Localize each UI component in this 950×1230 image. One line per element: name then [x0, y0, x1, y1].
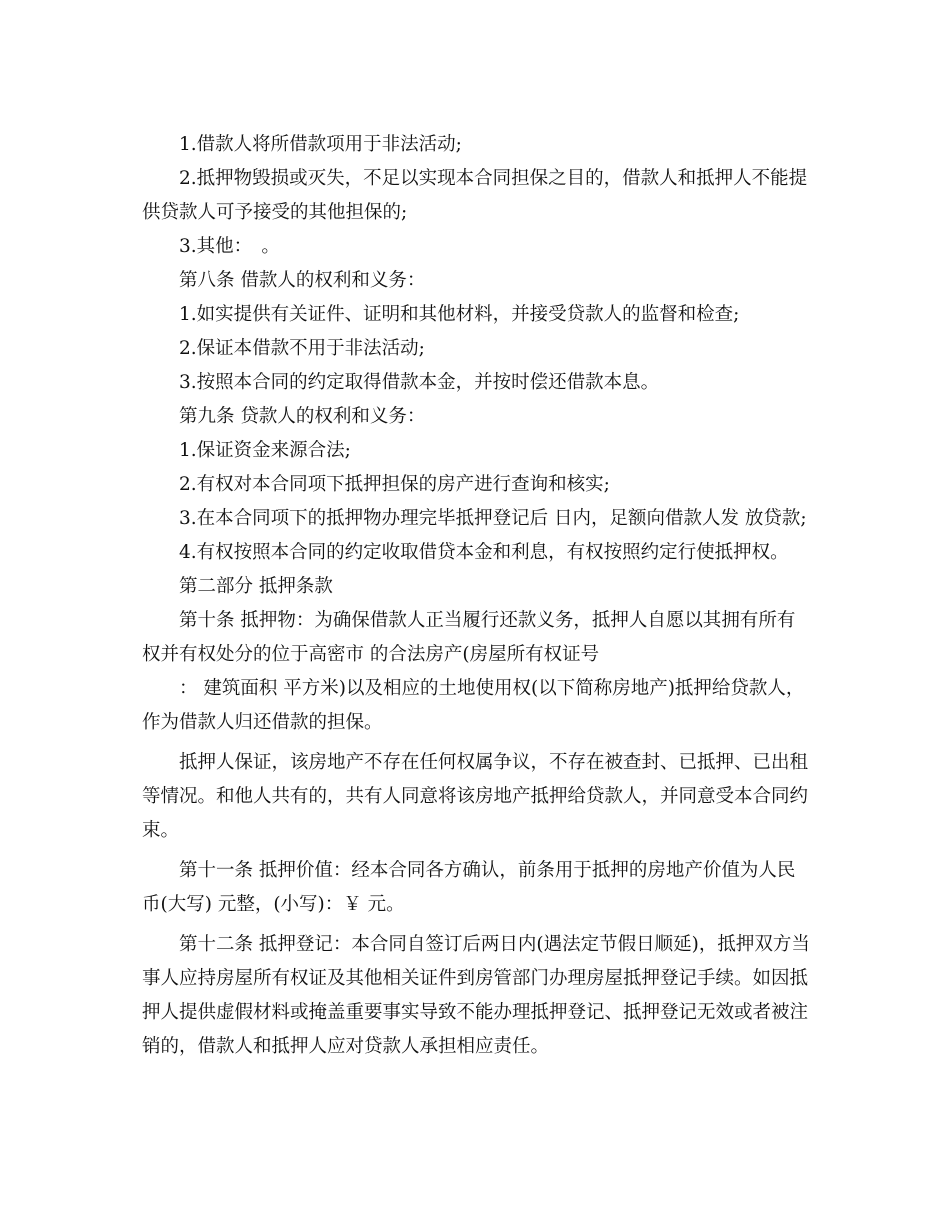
document-body	[142, 128, 810, 1064]
part-2-heading: 第二部分 抵押条款	[179, 576, 333, 597]
paragraph-default-clause-3: 3.其他： 。	[179, 236, 280, 257]
article-10-continuation: ： 建筑面积 平方米)以及相应的土地使用权(以下简称房地产)抵押给贷款人，作为借款人归还借款的担保。	[142, 678, 805, 733]
article-10-paragraph: 第十条 抵押物：为确保借款人正当履行还款义务，抵押人自愿以其拥有所有权并有权处分的位于高密市 的合法房产(房屋所有权证号	[142, 610, 796, 665]
article-8-item-3: 3.按照本合同的约定取得借款本金，并按时偿还借款本息。	[179, 372, 660, 393]
article-8-item-1: 1.如实提供有关证件、证明和其他材料，并接受贷款人的监督和检查;	[179, 304, 740, 325]
article-12-paragraph: 第十二条 抵押登记：本合同自签订后两日内(遇法定节假日顺延)，抵押双方当事人应持房屋所有权证及其他相关证件到房管部门办理房屋抵押登记手续。如因抵押人提供虚假材料或掩盖重要事实导致不能办理抵押登记、抵押登记无效或者被注销的，借款人和抵押人应对贷款人承担相应责任。	[142, 934, 810, 1057]
article-8-item-2: 2.保证本借款不用于非法活动;	[179, 338, 425, 359]
article-9-item-3: 3.在本合同项下的抵押物办理完毕抵押登记后 日内，足额向借款人发 放贷款;	[179, 508, 807, 529]
paragraph-default-clause-2: 2.抵押物毁损或灭失，不足以实现本合同担保之目的，借款人和抵押人不能提供贷款人可予接受的其他担保的;	[142, 168, 808, 223]
paragraph-default-clause-1: 1.借款人将所借款项用于非法活动;	[179, 134, 462, 155]
mortgagor-guarantee-paragraph: 抵押人保证，该房地产不存在任何权属争议，不存在被查封、已抵押、已出租等情况。和他人共有的，共有人同意将该房地产抵押给贷款人，并同意受本合同约束。	[142, 752, 809, 841]
article-9-item-2: 2.有权对本合同项下抵押担保的房产进行查询和核实;	[179, 474, 610, 495]
article-9-item-1: 1.保证资金来源合法;	[179, 440, 351, 461]
article-11-paragraph: 第十一条 抵押价值：经本合同各方确认，前条用于抵押的房地产价值为人民币(大写) 元整，(小写)：￥ 元。	[142, 860, 796, 915]
article-9-heading: 第九条 贷款人的权利和义务：	[179, 406, 426, 427]
article-8-heading: 第八条 借款人的权利和义务：	[179, 270, 426, 291]
article-9-item-4: 4.有权按照本合同的约定收取借贷本金和利息，有权按照约定行使抵押权。	[179, 542, 789, 563]
